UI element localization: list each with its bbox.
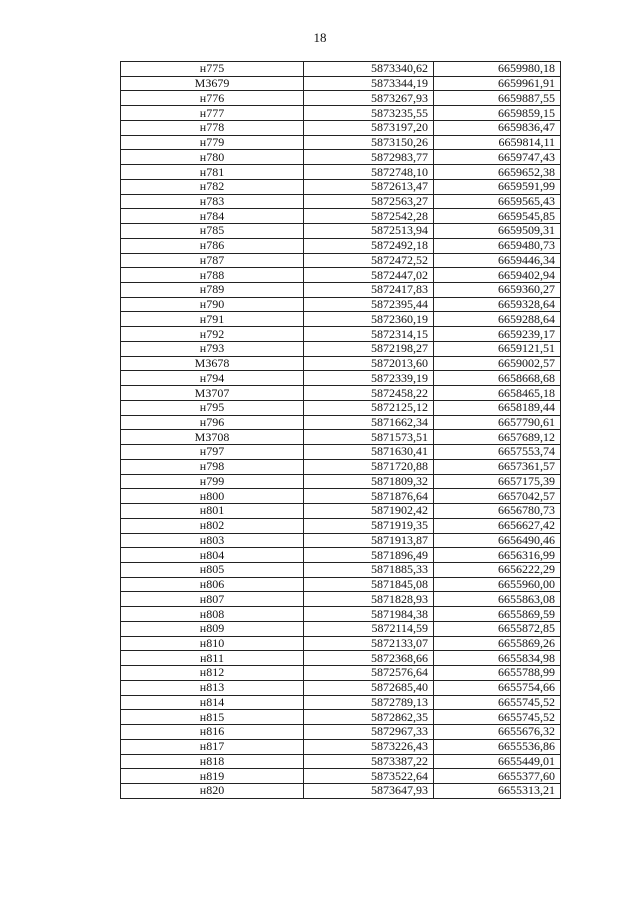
table-row <box>121 680 561 695</box>
x-coordinate-cell: 5872417,83 <box>304 283 434 298</box>
x-coordinate-cell: 5873226,43 <box>304 739 434 754</box>
table-row <box>121 327 561 342</box>
point-id-cell: н820 <box>121 783 304 798</box>
table-row <box>121 91 561 106</box>
table-row <box>121 548 561 563</box>
point-id-cell: н817 <box>121 739 304 754</box>
y-coordinate-cell: 6655863,08 <box>434 592 561 607</box>
table-row <box>121 445 561 460</box>
y-coordinate-cell: 6655377,60 <box>434 769 561 784</box>
point-id-cell: н814 <box>121 695 304 710</box>
point-id-cell: н784 <box>121 209 304 224</box>
point-id-cell: н802 <box>121 518 304 533</box>
x-coordinate-cell: 5872447,02 <box>304 268 434 283</box>
table-row <box>121 651 561 666</box>
x-coordinate-cell: 5872125,12 <box>304 400 434 415</box>
point-id-cell: н815 <box>121 710 304 725</box>
point-id-cell: н812 <box>121 666 304 681</box>
coordinates-table <box>120 61 561 799</box>
table-row <box>121 238 561 253</box>
point-id-cell: н783 <box>121 194 304 209</box>
x-coordinate-cell: 5871902,42 <box>304 504 434 519</box>
point-id-cell: н803 <box>121 533 304 548</box>
table-row <box>121 386 561 401</box>
x-coordinate-cell: 5872360,19 <box>304 312 434 327</box>
x-coordinate-cell: 5872789,13 <box>304 695 434 710</box>
x-coordinate-cell: 5873150,26 <box>304 135 434 150</box>
table-row <box>121 636 561 651</box>
y-coordinate-cell: 6655754,66 <box>434 680 561 695</box>
x-coordinate-cell: 5873522,64 <box>304 769 434 784</box>
x-coordinate-cell: 5872685,40 <box>304 680 434 695</box>
y-coordinate-cell: 6659980,18 <box>434 62 561 77</box>
y-coordinate-cell: 6656490,46 <box>434 533 561 548</box>
y-coordinate-cell: 6655788,99 <box>434 666 561 681</box>
point-id-cell: н819 <box>121 769 304 784</box>
table-row <box>121 165 561 180</box>
y-coordinate-cell: 6659121,51 <box>434 341 561 356</box>
point-id-cell: н779 <box>121 135 304 150</box>
x-coordinate-cell: 5871573,51 <box>304 430 434 445</box>
y-coordinate-cell: 6659814,11 <box>434 135 561 150</box>
x-coordinate-cell: 5872458,22 <box>304 386 434 401</box>
table-row <box>121 710 561 725</box>
x-coordinate-cell: 5872395,44 <box>304 297 434 312</box>
x-coordinate-cell: 5871828,93 <box>304 592 434 607</box>
x-coordinate-cell: 5873267,93 <box>304 91 434 106</box>
x-coordinate-cell: 5871630,41 <box>304 445 434 460</box>
y-coordinate-cell: 6659002,57 <box>434 356 561 371</box>
x-coordinate-cell: 5872013,60 <box>304 356 434 371</box>
point-id-cell: н791 <box>121 312 304 327</box>
table-row <box>121 356 561 371</box>
y-coordinate-cell: 6657790,61 <box>434 415 561 430</box>
point-id-cell: н776 <box>121 91 304 106</box>
point-id-cell: н789 <box>121 283 304 298</box>
point-id-cell: н813 <box>121 680 304 695</box>
x-coordinate-cell: 5872314,15 <box>304 327 434 342</box>
point-id-cell: н781 <box>121 165 304 180</box>
table-row <box>121 562 561 577</box>
point-id-cell: МЗ708 <box>121 430 304 445</box>
y-coordinate-cell: 6655869,59 <box>434 607 561 622</box>
table-row <box>121 371 561 386</box>
x-coordinate-cell: 5873235,55 <box>304 106 434 121</box>
x-coordinate-cell: 5871913,87 <box>304 533 434 548</box>
table-row <box>121 783 561 798</box>
table-row <box>121 135 561 150</box>
point-id-cell: н794 <box>121 371 304 386</box>
x-coordinate-cell: 5872133,07 <box>304 636 434 651</box>
point-id-cell: н790 <box>121 297 304 312</box>
point-id-cell: н809 <box>121 621 304 636</box>
point-id-cell: н777 <box>121 106 304 121</box>
y-coordinate-cell: 6659288,64 <box>434 312 561 327</box>
x-coordinate-cell: 5871662,34 <box>304 415 434 430</box>
x-coordinate-cell: 5872748,10 <box>304 165 434 180</box>
y-coordinate-cell: 6659652,38 <box>434 165 561 180</box>
point-id-cell: МЗ707 <box>121 386 304 401</box>
coordinates-table-body <box>121 62 561 799</box>
point-id-cell: н785 <box>121 224 304 239</box>
point-id-cell: н782 <box>121 179 304 194</box>
y-coordinate-cell: 6655869,26 <box>434 636 561 651</box>
y-coordinate-cell: 6657553,74 <box>434 445 561 460</box>
y-coordinate-cell: 6656627,42 <box>434 518 561 533</box>
x-coordinate-cell: 5872472,52 <box>304 253 434 268</box>
table-row <box>121 621 561 636</box>
point-id-cell: н805 <box>121 562 304 577</box>
y-coordinate-cell: 6657175,39 <box>434 474 561 489</box>
table-row <box>121 224 561 239</box>
point-id-cell: н808 <box>121 607 304 622</box>
y-coordinate-cell: 6657042,57 <box>434 489 561 504</box>
x-coordinate-cell: 5872368,66 <box>304 651 434 666</box>
table-row <box>121 577 561 592</box>
point-id-cell: н818 <box>121 754 304 769</box>
y-coordinate-cell: 6659859,15 <box>434 106 561 121</box>
table-row <box>121 592 561 607</box>
table-row <box>121 400 561 415</box>
table-row <box>121 754 561 769</box>
x-coordinate-cell: 5873197,20 <box>304 120 434 135</box>
point-id-cell: н778 <box>121 120 304 135</box>
y-coordinate-cell: 6656780,73 <box>434 504 561 519</box>
table-row <box>121 415 561 430</box>
x-coordinate-cell: 5872967,33 <box>304 725 434 740</box>
x-coordinate-cell: 5872542,28 <box>304 209 434 224</box>
table-row <box>121 150 561 165</box>
y-coordinate-cell: 6655313,21 <box>434 783 561 798</box>
x-coordinate-cell: 5872492,18 <box>304 238 434 253</box>
x-coordinate-cell: 5871896,49 <box>304 548 434 563</box>
y-coordinate-cell: 6659887,55 <box>434 91 561 106</box>
x-coordinate-cell: 5871984,38 <box>304 607 434 622</box>
x-coordinate-cell: 5872513,94 <box>304 224 434 239</box>
point-id-cell: н806 <box>121 577 304 592</box>
y-coordinate-cell: 6659360,27 <box>434 283 561 298</box>
point-id-cell: н811 <box>121 651 304 666</box>
table-row <box>121 209 561 224</box>
x-coordinate-cell: 5872613,47 <box>304 179 434 194</box>
x-coordinate-cell: 5872114,59 <box>304 621 434 636</box>
table-row <box>121 518 561 533</box>
table-row <box>121 283 561 298</box>
point-id-cell: н792 <box>121 327 304 342</box>
table-row <box>121 268 561 283</box>
x-coordinate-cell: 5872576,64 <box>304 666 434 681</box>
point-id-cell: н793 <box>121 341 304 356</box>
page-number: 18 <box>313 30 327 45</box>
x-coordinate-cell: 5872563,27 <box>304 194 434 209</box>
table-row <box>121 666 561 681</box>
y-coordinate-cell: 6655872,85 <box>434 621 561 636</box>
y-coordinate-cell: 6657689,12 <box>434 430 561 445</box>
table-row <box>121 179 561 194</box>
table-row <box>121 489 561 504</box>
x-coordinate-cell: 5871845,08 <box>304 577 434 592</box>
table-row <box>121 459 561 474</box>
y-coordinate-cell: 6659591,99 <box>434 179 561 194</box>
point-id-cell: н796 <box>121 415 304 430</box>
point-id-cell: н798 <box>121 459 304 474</box>
table-row <box>121 769 561 784</box>
point-id-cell: н788 <box>121 268 304 283</box>
table-row <box>121 297 561 312</box>
point-id-cell: н775 <box>121 62 304 77</box>
y-coordinate-cell: 6656222,29 <box>434 562 561 577</box>
table-row <box>121 120 561 135</box>
table-row <box>121 695 561 710</box>
y-coordinate-cell: 6659565,43 <box>434 194 561 209</box>
point-id-cell: н810 <box>121 636 304 651</box>
x-coordinate-cell: 5873647,93 <box>304 783 434 798</box>
y-coordinate-cell: 6658189,44 <box>434 400 561 415</box>
x-coordinate-cell: 5871885,33 <box>304 562 434 577</box>
y-coordinate-cell: 6659509,31 <box>434 224 561 239</box>
table-row <box>121 504 561 519</box>
y-coordinate-cell: 6655449,01 <box>434 754 561 769</box>
point-id-cell: МЗ678 <box>121 356 304 371</box>
table-row <box>121 739 561 754</box>
y-coordinate-cell: 6655745,52 <box>434 710 561 725</box>
y-coordinate-cell: 6659747,43 <box>434 150 561 165</box>
table-row <box>121 194 561 209</box>
table-row <box>121 430 561 445</box>
point-id-cell: н816 <box>121 725 304 740</box>
point-id-cell: н799 <box>121 474 304 489</box>
y-coordinate-cell: 6656316,99 <box>434 548 561 563</box>
x-coordinate-cell: 5871809,32 <box>304 474 434 489</box>
point-id-cell: н787 <box>121 253 304 268</box>
x-coordinate-cell: 5872983,77 <box>304 150 434 165</box>
point-id-cell: н795 <box>121 400 304 415</box>
y-coordinate-cell: 6655676,32 <box>434 725 561 740</box>
x-coordinate-cell: 5873387,22 <box>304 754 434 769</box>
y-coordinate-cell: 6657361,57 <box>434 459 561 474</box>
table-row <box>121 607 561 622</box>
y-coordinate-cell: 6655536,86 <box>434 739 561 754</box>
y-coordinate-cell: 6659961,91 <box>434 76 561 91</box>
y-coordinate-cell: 6659402,94 <box>434 268 561 283</box>
y-coordinate-cell: 6655960,00 <box>434 577 561 592</box>
x-coordinate-cell: 5873344,19 <box>304 76 434 91</box>
y-coordinate-cell: 6655745,52 <box>434 695 561 710</box>
y-coordinate-cell: 6659480,73 <box>434 238 561 253</box>
point-id-cell: н804 <box>121 548 304 563</box>
x-coordinate-cell: 5872339,19 <box>304 371 434 386</box>
point-id-cell: н797 <box>121 445 304 460</box>
x-coordinate-cell: 5871919,35 <box>304 518 434 533</box>
x-coordinate-cell: 5873340,62 <box>304 62 434 77</box>
y-coordinate-cell: 6659545,85 <box>434 209 561 224</box>
table-row <box>121 474 561 489</box>
table-row <box>121 341 561 356</box>
point-id-cell: н786 <box>121 238 304 253</box>
x-coordinate-cell: 5872198,27 <box>304 341 434 356</box>
x-coordinate-cell: 5872862,35 <box>304 710 434 725</box>
y-coordinate-cell: 6658465,18 <box>434 386 561 401</box>
point-id-cell: н801 <box>121 504 304 519</box>
point-id-cell: МЗ679 <box>121 76 304 91</box>
y-coordinate-cell: 6658668,68 <box>434 371 561 386</box>
table-row <box>121 106 561 121</box>
x-coordinate-cell: 5871876,64 <box>304 489 434 504</box>
table-row <box>121 62 561 77</box>
y-coordinate-cell: 6659328,64 <box>434 297 561 312</box>
y-coordinate-cell: 6659239,17 <box>434 327 561 342</box>
y-coordinate-cell: 6659446,34 <box>434 253 561 268</box>
table-row <box>121 76 561 91</box>
x-coordinate-cell: 5871720,88 <box>304 459 434 474</box>
point-id-cell: н807 <box>121 592 304 607</box>
table-row <box>121 725 561 740</box>
table-row <box>121 533 561 548</box>
table-row <box>121 312 561 327</box>
point-id-cell: н800 <box>121 489 304 504</box>
point-id-cell: н780 <box>121 150 304 165</box>
table-row <box>121 253 561 268</box>
y-coordinate-cell: 6655834,98 <box>434 651 561 666</box>
y-coordinate-cell: 6659836,47 <box>434 120 561 135</box>
